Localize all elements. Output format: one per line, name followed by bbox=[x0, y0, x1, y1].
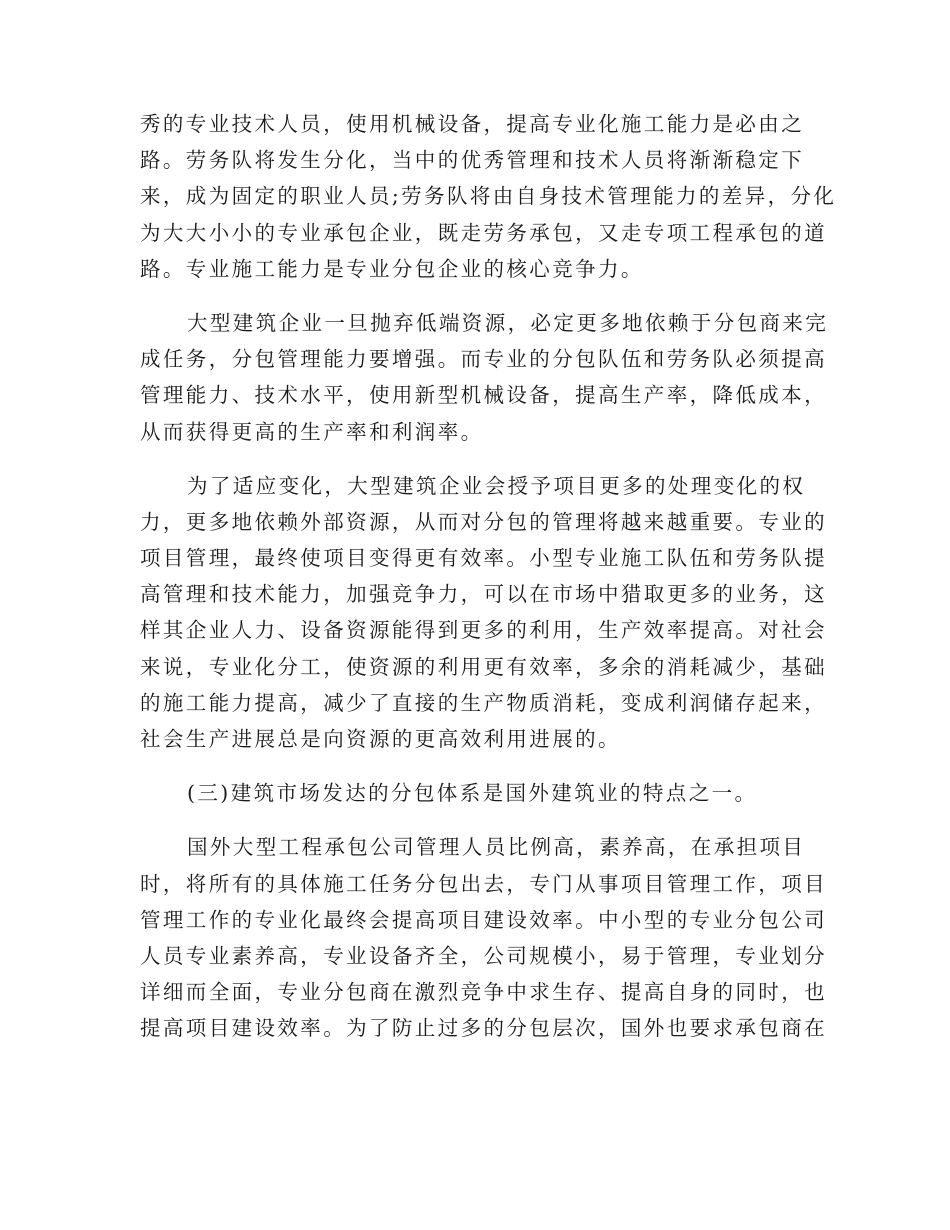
text-line: 成任务，分包管理能力要增强。而专业的分包队伍和劳务队必须提高 bbox=[140, 347, 827, 372]
text-line: 管理工作的专业化最终会提高项目建设效率。中小型的专业分包公司 bbox=[140, 907, 827, 932]
text-line: 秀的专业技术人员，使用机械设备，提高专业化施工能力是必由之 bbox=[140, 112, 805, 136]
text-line: 路。专业施工能力是专业分包企业的核心竞争力。 bbox=[140, 256, 644, 281]
text-line: 为了适应变化，大型建筑企业会授予项目更多的处理变化的权 bbox=[187, 473, 806, 498]
text-line: 人员专业素养高，专业设备齐全，公司规模小，易于管理，专业划分 bbox=[140, 943, 827, 968]
text-line: 路。劳务队将发生分化，当中的优秀管理和技术人员将渐渐稳定下 bbox=[140, 148, 805, 173]
text-line: 来，成为固定的职业人员;劳务队将由自身技术管理能力的差异，分化 bbox=[140, 184, 837, 209]
heading-line: (三)建筑市场发达的分包体系是国外建筑业的特点之一。 bbox=[187, 781, 758, 806]
text-line: 为大大小小的专业承包企业，既走劳务承包，又走专项工程承包的道 bbox=[140, 220, 827, 245]
section-heading bbox=[140, 775, 805, 811]
text-line: 从而获得更高的生产率和利润率。 bbox=[140, 419, 484, 444]
paragraph-3 bbox=[140, 468, 827, 758]
text-line: 力，更多地依赖外部资源，从而对分包的管理将越来越重要。专业的 bbox=[140, 509, 827, 534]
paragraph-2 bbox=[140, 305, 829, 450]
text-line: 时，将所有的具体施工任务分包出去，专门从事项目管理工作，项目 bbox=[140, 871, 827, 896]
text-line: 高管理和技术能力，加强竞争力，可以在市场中猎取更多的业务，这 bbox=[140, 582, 827, 607]
text-line: 国外大型工程承包公司管理人员比例高，素养高，在承担项目 bbox=[187, 835, 806, 860]
text-line: 详细而全面，专业分包商在激烈竞争中求生存、提高自身的同时，也 bbox=[140, 980, 827, 1005]
paragraph-1 bbox=[140, 106, 837, 287]
text-line: 来说，专业化分工，使资源的利用更有效率，多余的消耗减少，基础 bbox=[140, 654, 827, 679]
document-body bbox=[140, 106, 837, 1065]
text-line: 社会生产进展总是向资源的更高效利用进展的。 bbox=[140, 727, 621, 751]
text-line: 样其企业人力、设备资源能得到更多的利用，生产效率提高。对社会 bbox=[140, 618, 827, 643]
text-line: 管理能力、技术水平，使用新型机械设备，提高生产率，降低成本， bbox=[140, 383, 827, 408]
paragraph-5 bbox=[140, 829, 827, 1046]
text-line: 项目管理，最终使项目变得更有效率。小型专业施工队伍和劳务队提 bbox=[140, 546, 827, 571]
text-line: 的施工能力提高，减少了直接的生产物质消耗，变成利润储存起来， bbox=[140, 690, 827, 715]
text-line: 提高项目建设效率。为了防止过多的分包层次，国外也要求承包商在 bbox=[140, 1016, 827, 1041]
text-line: 大型建筑企业一旦抛弃低端资源，必定更多地依赖于分包商来完 bbox=[187, 310, 829, 335]
